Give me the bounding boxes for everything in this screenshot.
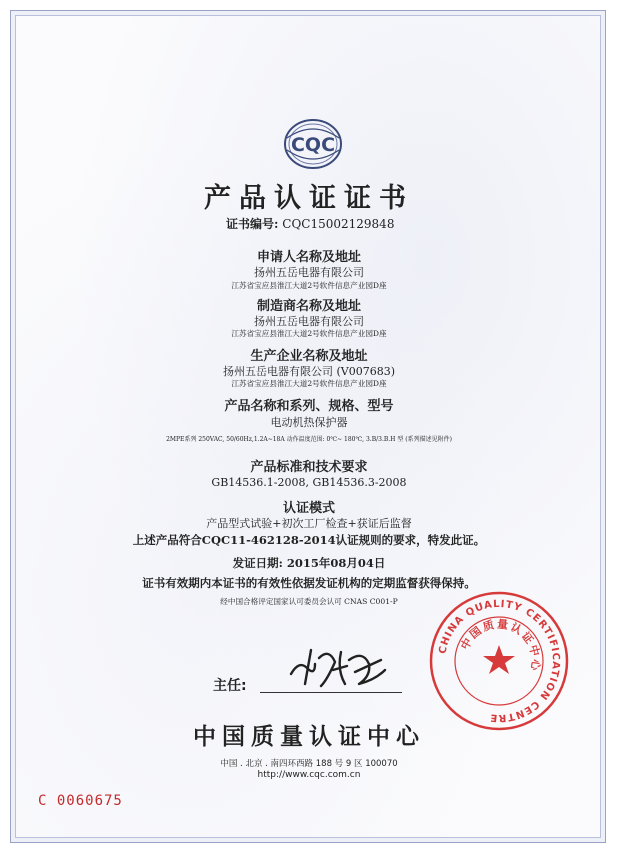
factory-heading: 生产企业名称及地址 — [250, 349, 368, 364]
applicant-heading: 申请人名称及地址 — [256, 250, 361, 265]
product-name: 电动机热保护器 — [270, 416, 348, 429]
cqc-logo — [283, 118, 343, 170]
manufacturer-heading: 制造商名称及地址 — [256, 299, 361, 314]
factory-address: 江苏省宝应县淮江大道2号软件信息产业园D座 — [231, 379, 387, 388]
organization-name: 中国质量认证中心 — [193, 724, 425, 750]
factory-code: (V007683) — [336, 365, 396, 378]
standard-value: GB14536.1-2008, GB14536.3-2008 — [211, 476, 407, 489]
seal-chinese-text: 中国质量认证中心 — [458, 617, 543, 674]
signature-line — [260, 692, 402, 693]
applicant-name: 扬州五岳电器有限公司 — [254, 266, 364, 279]
mode-heading: 认证模式 — [282, 501, 335, 516]
seal-english-text: CHINA QUALITY CERTIFICATION CENTRE — [437, 598, 562, 724]
mode-value: 产品型式试验+初次工厂检查+获证后监督 — [206, 517, 412, 530]
issue-date-line — [0, 555, 618, 571]
issue-date-value: 2015年08月04日 — [286, 556, 386, 570]
validity-statement: 证书有效期内本证书的有效性依据发证机构的定期监督获得保持。 — [142, 576, 476, 590]
product-spec: 2MPE系列 250VAC, 50/60Hz,1.2A~18A 动作温度范围: 0℃~ 180℃, 3.B/3.B.H 型 (系列描述见附件) — [166, 436, 452, 443]
certificate-number — [226, 215, 394, 232]
factory-name: 扬州五岳电器有限公司 — [222, 365, 333, 378]
accreditation-note: 经中国合格评定国家认可委员会认可 CNAS C001-P — [220, 597, 398, 606]
certificate-title: 产品认证证书 — [204, 183, 414, 214]
manufacturer-address: 江苏省宝应县淮江大道2号软件信息产业园D座 — [231, 329, 387, 338]
director-label: 主任: — [213, 678, 247, 694]
manufacturer-name: 扬州五岳电器有限公司 — [254, 315, 364, 328]
issue-date-label: 发证日期: — [232, 556, 283, 570]
serial-number: C 0060675 — [38, 793, 123, 809]
conformity-statement: 上述产品符合CQC11-462128-2014认证规则的要求，特发此证。 — [132, 533, 486, 547]
seal-star-icon — [483, 645, 515, 674]
organization-address: 中国 . 北京 . 南四环西路 188 号 9 区 100070 — [220, 759, 398, 769]
applicant-address: 江苏省宝应县淮江大道2号软件信息产业园D座 — [231, 281, 387, 290]
director-signature — [285, 640, 395, 692]
factory-name-line — [0, 363, 618, 379]
certification-seal — [428, 590, 570, 732]
cert-no-label: 证书编号: — [226, 217, 279, 231]
cert-no-value: CQC15002129848 — [282, 217, 395, 231]
logo-text: CQC — [290, 134, 336, 156]
product-heading: 产品名称和系列、规格、型号 — [224, 399, 394, 414]
organization-website: http://www.cqc.com.cn — [257, 770, 361, 780]
standard-heading: 产品标准和技术要求 — [250, 460, 368, 475]
